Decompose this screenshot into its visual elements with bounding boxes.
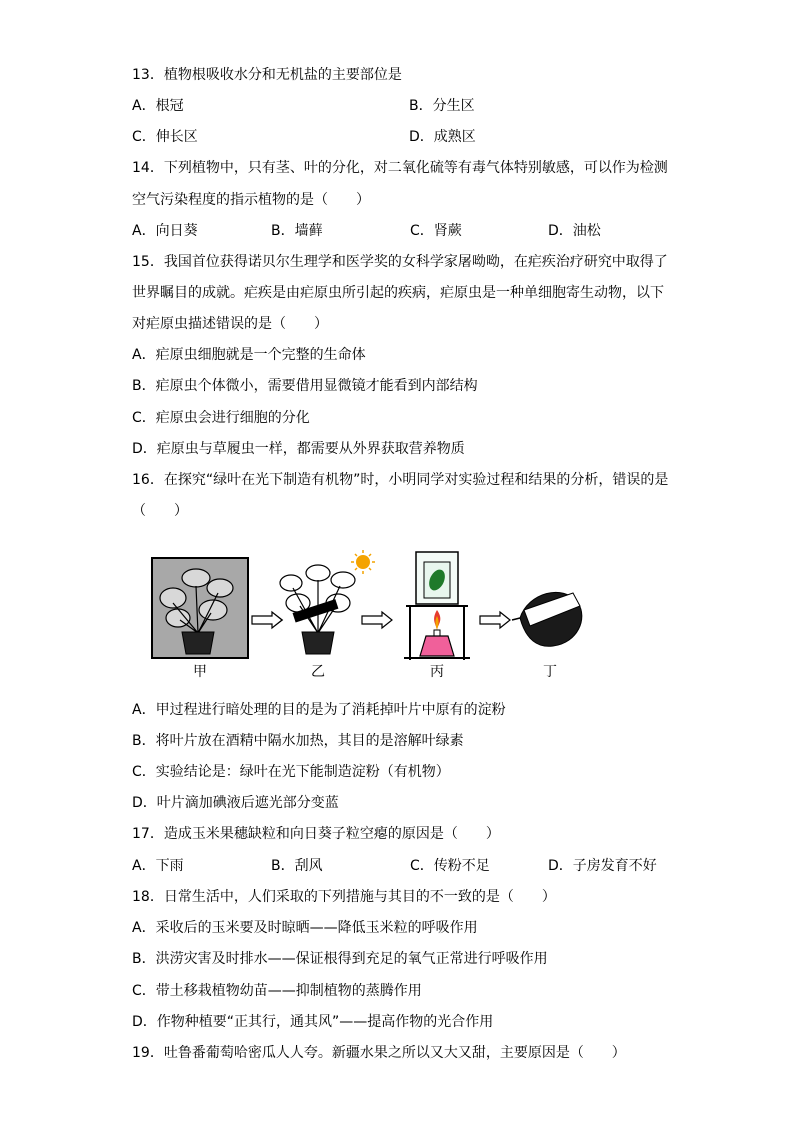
q17-option-b[interactable]: B．刮风	[271, 858, 323, 874]
q16-option-c[interactable]: C．实验结论是：绿叶在光下能制造淀粉（有机物）	[132, 764, 450, 780]
q14-stem-line1: 14．下列植物中，只有茎、叶的分化，对二氧化硫等有毒气体特别敏感，可以作为检测	[132, 160, 668, 176]
q16-option-b[interactable]: B．将叶片放在酒精中隔水加热，其目的是溶解叶绿素	[132, 733, 464, 749]
arrow-1	[252, 612, 282, 628]
sun-icon	[356, 555, 370, 569]
dark-box-plant	[152, 558, 248, 658]
q14-stem-line2: 空气污染程度的指示植物的是（ ）	[132, 192, 370, 208]
sunlit-plant	[280, 550, 375, 654]
q17-option-d[interactable]: D．子房发育不好	[548, 858, 657, 874]
q16-stem-line1: 16．在探究“绿叶在光下制造有机物”时，小明同学对实验过程和结果的分析，错误的是	[132, 472, 669, 488]
q15-stem-line3: 对疟原虫描述错误的是（ ）	[132, 316, 328, 332]
treated-leaf	[512, 592, 582, 646]
q15-stem-line1: 15．我国首位获得诺贝尔生理学和医学奖的女科学家屠呦呦，在疟疾治疗研究中取得了	[132, 254, 668, 270]
figure-label-jia: 甲	[193, 664, 207, 680]
q16-option-a[interactable]: A．甲过程进行暗处理的目的是为了消耗掉叶片中原有的淀粉	[132, 702, 506, 718]
q18-stem: 18．日常生活中，人们采取的下列措施与其目的不一致的是（ ）	[132, 889, 556, 905]
q15-option-d[interactable]: D．疟原虫与草履虫一样，都需要从外界获取营养物质	[132, 441, 465, 457]
q15-option-a[interactable]: A．疟原虫细胞就是一个完整的生命体	[132, 347, 366, 363]
q15-option-b[interactable]: B．疟原虫个体微小，需要借用显微镜才能看到内部结构	[132, 378, 478, 394]
q13-stem: 13．植物根吸收水分和无机盐的主要部位是	[132, 67, 402, 83]
figure-label-yi: 乙	[311, 664, 325, 680]
q14-option-d[interactable]: D．油松	[548, 223, 601, 239]
q18-option-b[interactable]: B．洪涝灾害及时排水——保证根得到充足的氧气正常进行呼吸作用	[132, 951, 548, 967]
q16-option-d[interactable]: D．叶片滴加碘液后遮光部分变蓝	[132, 795, 339, 811]
arrow-3	[480, 612, 510, 628]
arrow-2	[362, 612, 392, 628]
q17-option-c[interactable]: C．传粉不足	[410, 858, 490, 874]
figure-label-bing: 丙	[430, 664, 444, 680]
q13-option-d[interactable]: D．成熟区	[409, 129, 476, 145]
q16-stem-line2: （ ）	[132, 503, 188, 519]
q13-option-c[interactable]: C．伸长区	[132, 129, 198, 145]
q13-option-a[interactable]: A．根冠	[132, 98, 184, 114]
q18-option-c[interactable]: C．带土移栽植物幼苗——抑制植物的蒸腾作用	[132, 983, 422, 999]
q14-option-c[interactable]: C．肾蕨	[410, 223, 462, 239]
q18-option-d[interactable]: D．作物种植要“正其行，通其风”——提高作物的光合作用	[132, 1014, 494, 1030]
q18-option-a[interactable]: A．采收后的玉米要及时晾晒——降低玉米粒的呼吸作用	[132, 920, 478, 936]
q17-option-a[interactable]: A．下雨	[132, 858, 184, 874]
q19-stem: 19．吐鲁番葡萄哈密瓜人人夸。新疆水果之所以又大又甜，主要原因是（ ）	[132, 1045, 626, 1061]
q15-stem-line2: 世界瞩目的成就。疟疾是由疟原虫所引起的疾病，疟原虫是一种单细胞寄生动物，以下	[132, 285, 664, 301]
experiment-figure	[148, 548, 588, 688]
q14-option-a[interactable]: A．向日葵	[132, 223, 198, 239]
figure-label-ding: 丁	[543, 664, 557, 680]
water-bath-apparatus	[404, 552, 470, 660]
q13-option-b[interactable]: B．分生区	[409, 98, 475, 114]
q15-option-c[interactable]: C．疟原虫会进行细胞的分化	[132, 410, 310, 426]
q17-stem: 17．造成玉米果穗缺粒和向日葵子粒空瘪的原因是（ ）	[132, 826, 500, 842]
q14-option-b[interactable]: B．墙藓	[271, 223, 323, 239]
